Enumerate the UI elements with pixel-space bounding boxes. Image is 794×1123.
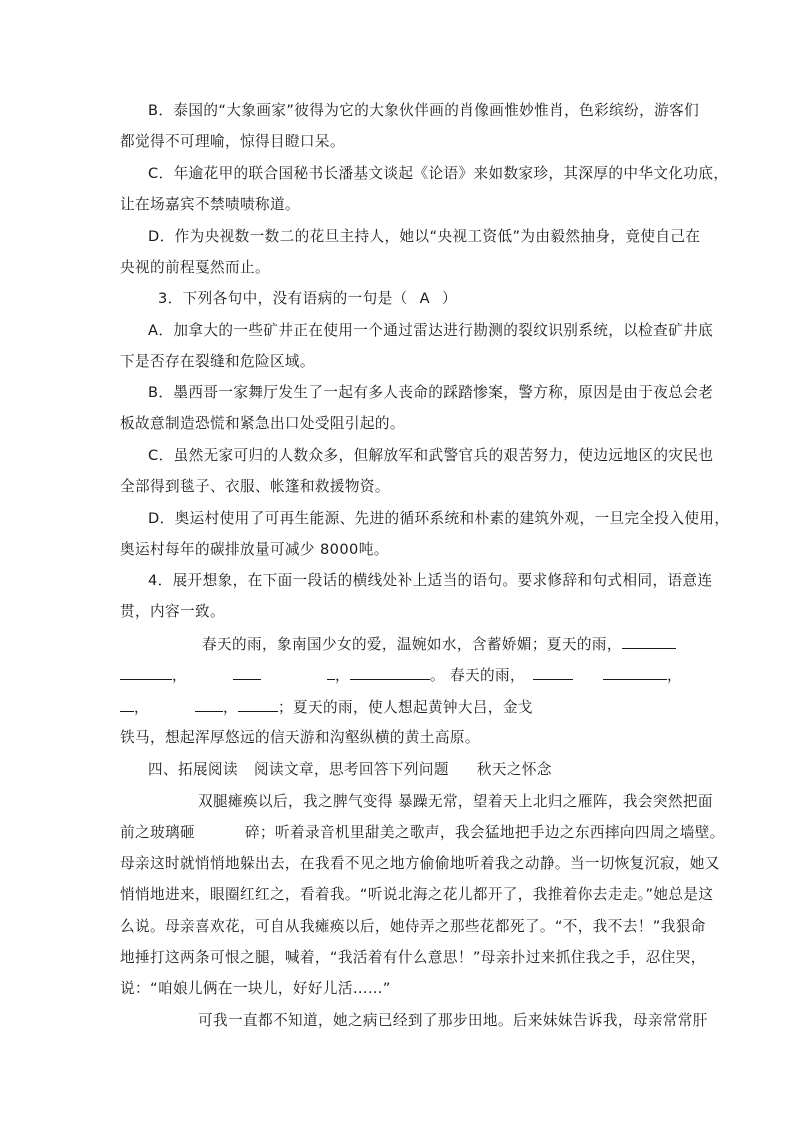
fill-blank[interactable] [350,665,430,680]
option-3a-line1: A．加拿大的一些矿井正在使用一个通过雷达进行勘测的裂纹识别系统，以检查矿井底 [148,322,714,339]
passage-comma: ， [223,699,238,716]
option-2d-line2: 央视的前程戛然而止。 [120,259,270,276]
fill-blank[interactable] [533,665,573,680]
passage-comma: ， [172,667,187,684]
article-para1-line2-rest: 碎；听着录音机里甜美之歌声，我会猛地把手边之东西摔向四周之墙壁。 [244,824,725,841]
passage-fill-text-3: ；夏天的雨，使人想起黄钟大吕，金戈 [278,699,533,716]
option-2b-line2: 都觉得不可理喻，惊得目瞪口呆。 [120,133,345,150]
passage-fill-line4: 铁马，想起浑厚悠远的信天游和沟壑纵横的黄土高原。 [120,729,480,746]
question-3-close-paren: ） [441,290,457,307]
article-para1-line1: 双腿瘫痪以后，我之脾气变得 暴躁无常，望着天上北归之雁阵，我会突然把面 [198,793,713,810]
passage-fill-line1 [202,634,676,655]
option-3a-line2: 下是否存在裂缝和危险区域。 [120,353,315,370]
fill-blank[interactable] [622,634,676,649]
passage-comma: ， [667,667,683,684]
article-para1-line2 [120,823,725,843]
section-4-instruction: 阅读文章，思考回答下列问题 [253,761,449,778]
passage-fill-text-2: 。 春天的雨， [430,667,526,684]
fill-blank[interactable] [603,665,667,680]
question-4-line1: 4．展开想象，在下面一段话的横线处补上适当的语句。要求修辞和句式相同，语意连 [148,572,713,589]
option-3d-line2: 奥运村每年的碳排放量可减少 8000吨。 [120,541,389,558]
article-para1-line6: 地捶打这两条可恨之腿，喊着，“我活着有什么意思！”母亲扑过来抓住我之手，忍住哭， [120,949,706,966]
article-para2-line1: 可我一直都不知道，她之病已经到了那步田地。后来妹妹告诉我，母亲常常肝 [198,1012,708,1029]
fill-blank[interactable] [195,697,223,712]
passage-fill-text-1: 春天的雨，象南国少女的爱，温婉如水，含蓄娇媚；夏天的雨， [202,636,622,653]
option-2b-line1: B．泰国的“大象画家”彼得为它的大象伙伴画的肖像画惟妙惟肖，色彩缤纷，游客们 [148,102,700,119]
section-4-heading [148,760,552,780]
article-para1-line5: 么说。母亲喜欢花，可自从我瘫痪以后，她侍弄之那些花都死了。“不，我不去！”我狠命 [120,918,706,935]
fill-blank[interactable] [120,665,172,680]
article-para1-line7: 说：“咱娘儿俩在一块儿，好好儿活……” [120,980,391,997]
article-para1-line2-start: 前之玻璃砸 [120,824,195,841]
passage-comma: ， [134,699,149,716]
passage-fill-line2 [120,665,682,686]
article-para1-line3: 母亲这时就悄悄地躲出去，在我看不见之地方偷偷地听着我之动静。当一切恢复沉寂，她又 [120,855,720,872]
option-2c-line1: C．年逾花甲的联合国秘书长潘基文谈起《论语》来如数家珍，其深厚的中华文化功底， [148,165,729,182]
article-title: 秋天之怀念 [476,761,552,778]
fill-blank[interactable] [327,665,335,680]
option-2d-line1: D．作为央视数一数二的花旦主持人，她以“央视工资低”为由毅然抽身，竟使自己在 [148,228,701,245]
article-para1-line4: 悄悄地进来，眼圈红红之，看着我。“听说北海之花儿都开了，我推着你去走走。”她总是这 [120,886,714,903]
option-2c-line2: 让在场嘉宾不禁啧啧称道。 [120,196,300,213]
passage-fill-line3 [120,697,533,718]
passage-comma: ， [335,667,350,684]
question-3-answer: A [419,290,430,307]
question-3-stem: 3．下列各句中，没有语病的一句是（ [158,290,408,307]
option-3b-line2: 板故意制造恐慌和紧急出口处受阻引起的。 [120,415,405,432]
option-3d-line1: D．奥运村使用了可再生能源、先进的循环系统和朴素的建筑外观，一旦完全投入使用， [148,510,730,527]
fill-blank[interactable] [238,697,278,712]
option-3c-line2: 全部得到毯子、衣服、帐篷和救援物资。 [120,478,390,495]
fill-blank[interactable] [120,697,134,712]
option-3b-line1: B．墨西哥一家舞厅发生了一起有多人丧命的踩踏惨案，警方称，原因是由于夜总会老 [148,384,714,401]
question-4-line2: 贯，内容一致。 [120,603,225,620]
option-3c-line1: C．虽然无家可归的人数众多，但解放军和武警官兵的艰苦努力，使边远地区的灾民也 [148,447,714,464]
question-3-title [158,289,457,309]
section-4-title: 四、拓展阅读 [148,761,238,778]
fill-blank[interactable] [233,665,261,680]
